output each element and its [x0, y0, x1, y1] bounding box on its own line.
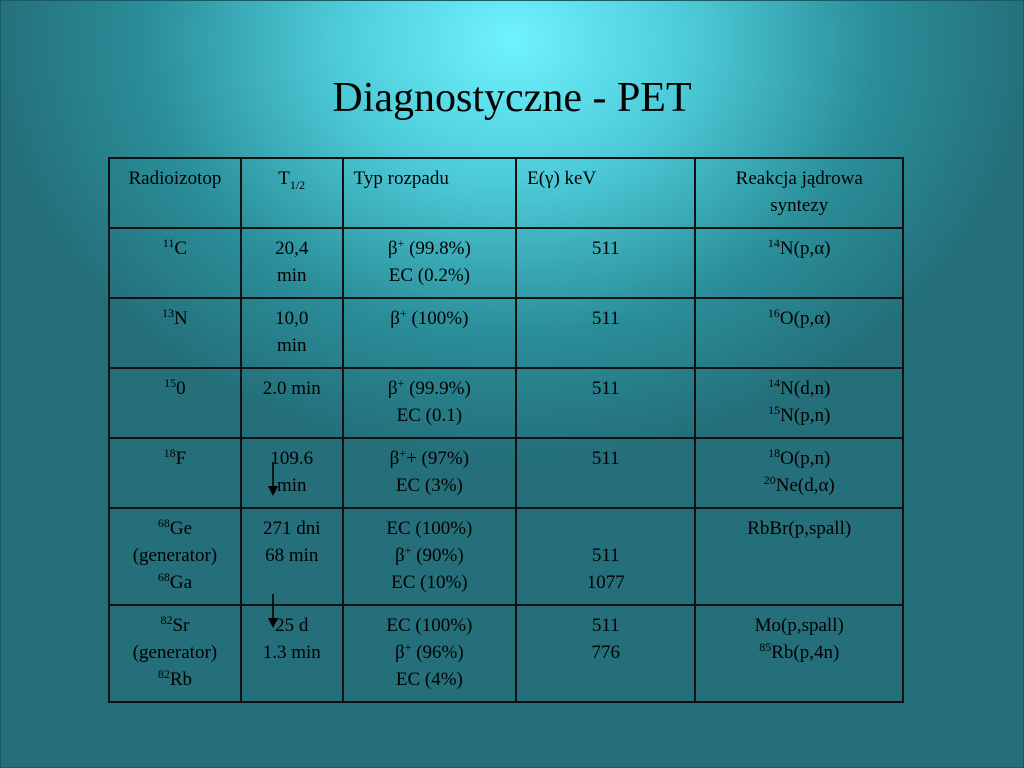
- slide-title: Diagnostyczne - PET: [332, 75, 692, 121]
- cell-isotope: $^{68}$Ge (generator) $^{68}$Ga: [109, 508, 241, 605]
- decay-arrow-icon: [265, 462, 281, 498]
- cell-reaction: $^{18}$O(p,n) $^{20}$Ne(d,α): [695, 438, 903, 508]
- cell-energy: 511: [516, 438, 695, 508]
- header-reaction: Reakcja jądrowa syntezy: [695, 158, 903, 228]
- cell-isotope: $^{11}$C: [109, 228, 241, 298]
- cell-reaction: RbBr(p,spall): [695, 508, 903, 605]
- cell-energy: 511: [516, 228, 695, 298]
- table-row: [109, 605, 903, 702]
- table-row: [109, 508, 903, 605]
- decay-arrow-icon: [265, 594, 281, 630]
- table-row: [109, 298, 903, 368]
- cell-decay: β+ (99.8%) EC (0.2%): [343, 228, 517, 298]
- cell-reaction: $^{14}$N(p,α): [695, 228, 903, 298]
- cell-half-life: 10,0 min: [241, 298, 343, 368]
- header-half-life: $T_{1/2}$: [241, 158, 343, 228]
- cell-isotope: $^{82}$Sr (generator) $^{82}$Rb: [109, 605, 241, 702]
- table-row: [109, 368, 903, 438]
- cell-energy: 511 1077: [516, 508, 695, 605]
- table-row: [109, 438, 903, 508]
- cell-reaction: Mo(p,spall) $^{85}$Rb(p,4n): [695, 605, 903, 702]
- cell-isotope: $^{13}$N: [109, 298, 241, 368]
- cell-energy: 511: [516, 298, 695, 368]
- cell-half-life: 271 dni 68 min: [241, 508, 343, 605]
- cell-decay: EC (100%) β+ (96%) EC (4%): [343, 605, 517, 702]
- cell-half-life: 20,4 min: [241, 228, 343, 298]
- cell-reaction: $^{16}$O(p,α): [695, 298, 903, 368]
- cell-half-life: 109.6 min: [241, 438, 343, 508]
- header-energy: E(γ) keV: [516, 158, 695, 228]
- cell-reaction: $^{14}$N(d,n) $^{15}$N(p,n): [695, 368, 903, 438]
- cell-decay: β++ (97%) EC (3%): [343, 438, 517, 508]
- table-row: [109, 228, 903, 298]
- cell-half-life: 2.0 min: [241, 368, 343, 438]
- cell-decay: EC (100%) β+ (90%) EC (10%): [343, 508, 517, 605]
- header-decay-type: Typ rozpadu: [343, 158, 517, 228]
- spacer: [521, 515, 690, 542]
- table-header-row: [109, 158, 903, 228]
- cell-isotope: $^{18}$F: [109, 438, 241, 508]
- cell-isotope: $^{15}$0: [109, 368, 241, 438]
- isotope-table: [108, 157, 904, 703]
- cell-energy: 511 776: [516, 605, 695, 702]
- header-radioisotope: Radioizotop: [109, 158, 241, 228]
- cell-energy: 511: [516, 368, 695, 438]
- cell-half-life: 25 d 1.3 min: [241, 605, 343, 702]
- cell-decay: β+ (100%): [343, 298, 517, 368]
- cell-decay: β+ (99.9%) EC (0.1): [343, 368, 517, 438]
